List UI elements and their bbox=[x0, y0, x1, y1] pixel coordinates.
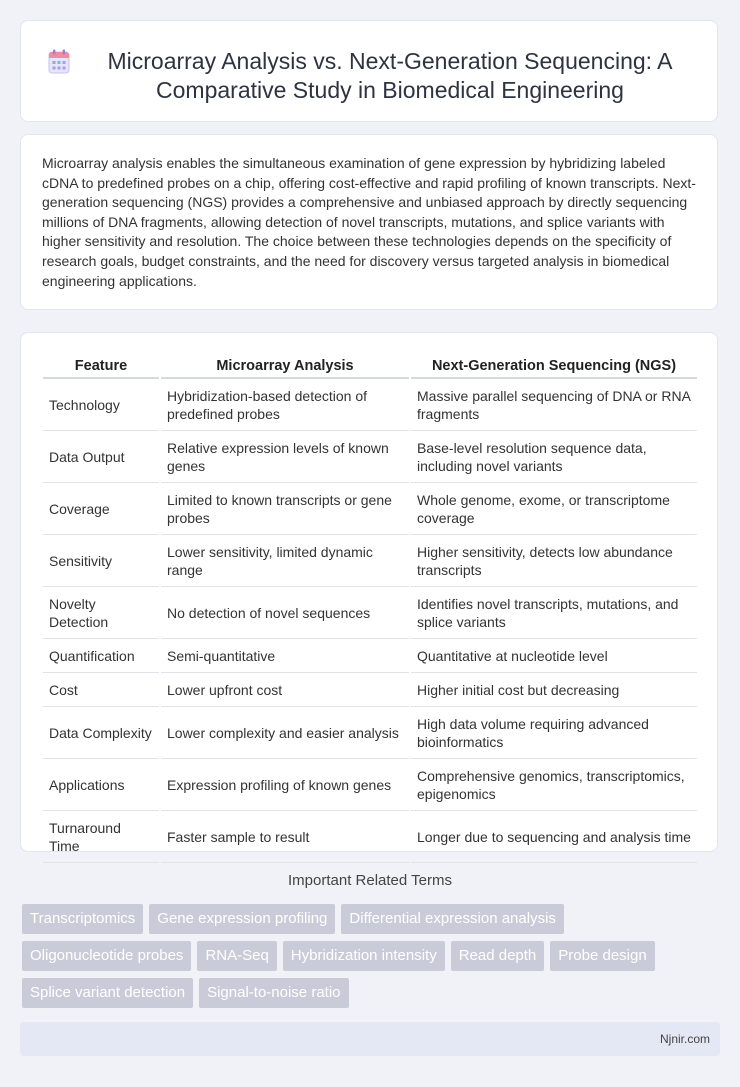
column-header: Next-Generation Sequencing (NGS) bbox=[411, 353, 697, 379]
related-terms-title: Important Related Terms bbox=[288, 872, 452, 889]
column-header: Microarray Analysis bbox=[161, 353, 409, 379]
ngs-cell: Longer due to sequencing and analysis time bbox=[411, 813, 697, 863]
ngs-cell: Higher initial cost but decreasing bbox=[411, 675, 697, 707]
related-term-tag[interactable]: Probe design bbox=[550, 941, 654, 971]
microarray-cell: Hybridization-based detection of predefined probes bbox=[161, 381, 409, 431]
header-card bbox=[20, 20, 718, 122]
microarray-cell: Lower sensitivity, limited dynamic range bbox=[161, 537, 409, 587]
page-title: Microarray Analysis vs. Next-Generation Sequencing: A Comparative Study in Biomedical Engineering bbox=[107, 48, 673, 103]
footer-site[interactable]: Njnir.com bbox=[659, 1032, 710, 1046]
footer bbox=[20, 1022, 720, 1056]
intro-paragraph: Microarray analysis enables the simultaneous examination of gene expression by hybridizing labeled cDNA to predefined probes on a chip, offering cost-effective and rapid profiling of known transcripts. Next-generation sequencing (NGS) provides a comprehensive and unbiased approach by directly sequencing millions of DNA fragments, allowing detection of novel transcripts, mutations, and splice variants with higher sensitivity and resolution. The choice between these technologies depends on the specificity of research goals, budget constraints, and the need for discovery versus targeted analysis in biomedical engineering applications. bbox=[42, 155, 696, 289]
table-row bbox=[43, 485, 697, 535]
table-row bbox=[43, 537, 697, 587]
feature-cell: Data Output bbox=[43, 433, 159, 483]
related-term-tag[interactable]: RNA-Seq bbox=[197, 941, 276, 971]
feature-cell: Quantification bbox=[43, 641, 159, 673]
microarray-cell: Semi-quantitative bbox=[161, 641, 409, 673]
table-row bbox=[43, 761, 697, 811]
ngs-cell: Higher sensitivity, detects low abundance transcripts bbox=[411, 537, 697, 587]
related-term-tag[interactable]: Transcriptomics bbox=[22, 904, 143, 934]
comparison-table-card bbox=[20, 332, 718, 852]
ngs-cell: Massive parallel sequencing of DNA or RNA fragments bbox=[411, 381, 697, 431]
column-header: Feature bbox=[43, 353, 159, 379]
feature-cell: Data Complexity bbox=[43, 709, 159, 759]
related-term-tag[interactable]: Oligonucleotide probes bbox=[22, 941, 191, 971]
related-term-tag[interactable]: Gene expression profiling bbox=[149, 904, 335, 934]
ngs-cell: Identifies novel transcripts, mutations, and splice variants bbox=[411, 589, 697, 639]
microarray-cell: Lower complexity and easier analysis bbox=[161, 709, 409, 759]
intro-card bbox=[20, 134, 718, 310]
calendar-icon bbox=[48, 49, 70, 75]
microarray-cell: Limited to known transcripts or gene probes bbox=[161, 485, 409, 535]
table-header-row bbox=[43, 353, 697, 379]
feature-cell: Coverage bbox=[43, 485, 159, 535]
ngs-cell: Comprehensive genomics, transcriptomics, epigenomics bbox=[411, 761, 697, 811]
microarray-cell: Faster sample to result bbox=[161, 813, 409, 863]
ngs-cell: Whole genome, exome, or transcriptome coverage bbox=[411, 485, 697, 535]
feature-cell: Applications bbox=[43, 761, 159, 811]
comparison-table bbox=[41, 351, 699, 865]
table-row bbox=[43, 589, 697, 639]
related-terms-list bbox=[22, 904, 722, 1015]
microarray-cell: Relative expression levels of known genes bbox=[161, 433, 409, 483]
feature-cell: Sensitivity bbox=[43, 537, 159, 587]
related-term-tag[interactable]: Hybridization intensity bbox=[283, 941, 445, 971]
microarray-cell: Lower upfront cost bbox=[161, 675, 409, 707]
ngs-cell: Base-level resolution sequence data, including novel variants bbox=[411, 433, 697, 483]
table-row bbox=[43, 675, 697, 707]
ngs-cell: Quantitative at nucleotide level bbox=[411, 641, 697, 673]
table-row bbox=[43, 641, 697, 673]
table-row bbox=[43, 813, 697, 863]
related-term-tag[interactable]: Read depth bbox=[451, 941, 545, 971]
feature-cell: Turnaround Time bbox=[43, 813, 159, 863]
microarray-cell: No detection of novel sequences bbox=[161, 589, 409, 639]
related-term-tag[interactable]: Splice variant detection bbox=[22, 978, 193, 1008]
table-row bbox=[43, 433, 697, 483]
feature-cell: Technology bbox=[43, 381, 159, 431]
ngs-cell: High data volume requiring advanced bioinformatics bbox=[411, 709, 697, 759]
related-term-tag[interactable]: Signal-to-noise ratio bbox=[199, 978, 348, 1008]
table-row bbox=[43, 381, 697, 431]
microarray-cell: Expression profiling of known genes bbox=[161, 761, 409, 811]
feature-cell: Cost bbox=[43, 675, 159, 707]
feature-cell: Novelty Detection bbox=[43, 589, 159, 639]
related-term-tag[interactable]: Differential expression analysis bbox=[341, 904, 564, 934]
table-row bbox=[43, 709, 697, 759]
